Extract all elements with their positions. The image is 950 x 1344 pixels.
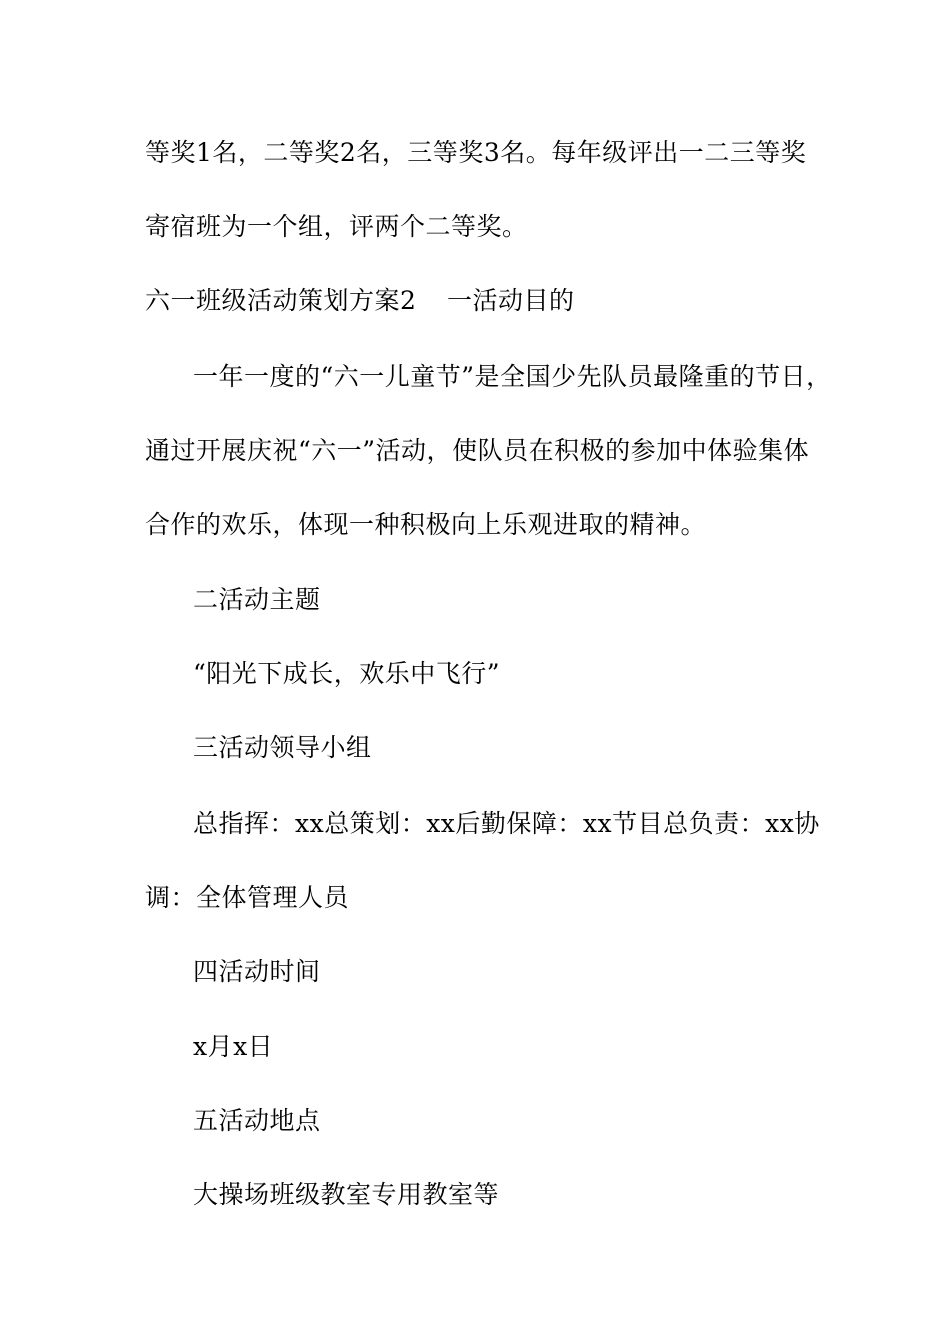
heading-activity-location: 五活动地点 bbox=[193, 1106, 321, 1135]
leadership-group-text: 调：全体管理人员 bbox=[145, 883, 350, 912]
heading-activity-time: 四活动时间 bbox=[193, 957, 321, 986]
section-heading-plan-2: 六一班级活动策划方案2 bbox=[145, 286, 417, 315]
activity-time-text: x月x日 bbox=[193, 1032, 274, 1061]
paragraph-line: 通过开展庆祝“六一”活动，使队员在积极的参加中体验集体 bbox=[145, 436, 810, 465]
leadership-group-text: 总指挥：xx总策划：xx后勤保障：xx节目总负责：xx协 bbox=[193, 809, 820, 838]
heading-activity-theme: 二活动主题 bbox=[193, 585, 321, 614]
heading-leadership-group: 三活动领导小组 bbox=[193, 733, 372, 762]
activity-location-text: 大操场班级教室专用教室等 bbox=[193, 1180, 500, 1209]
heading-activity-purpose: 一活动目的 bbox=[447, 286, 575, 315]
text-line-awards: 等奖1名，二等奖2名，三等奖3名。每年级评出一二三等奖 bbox=[145, 138, 807, 167]
activity-theme-text: “阳光下成长，欢乐中飞行” bbox=[193, 659, 501, 688]
paragraph-line: 合作的欢乐，体现一种积极向上乐观进取的精神。 bbox=[145, 510, 707, 539]
text-line-boarding: 寄宿班为一个组，评两个二等奖。 bbox=[145, 212, 528, 241]
paragraph-line: 一年一度的“六一儿童节”是全国少先队员最隆重的节日， bbox=[193, 362, 832, 391]
